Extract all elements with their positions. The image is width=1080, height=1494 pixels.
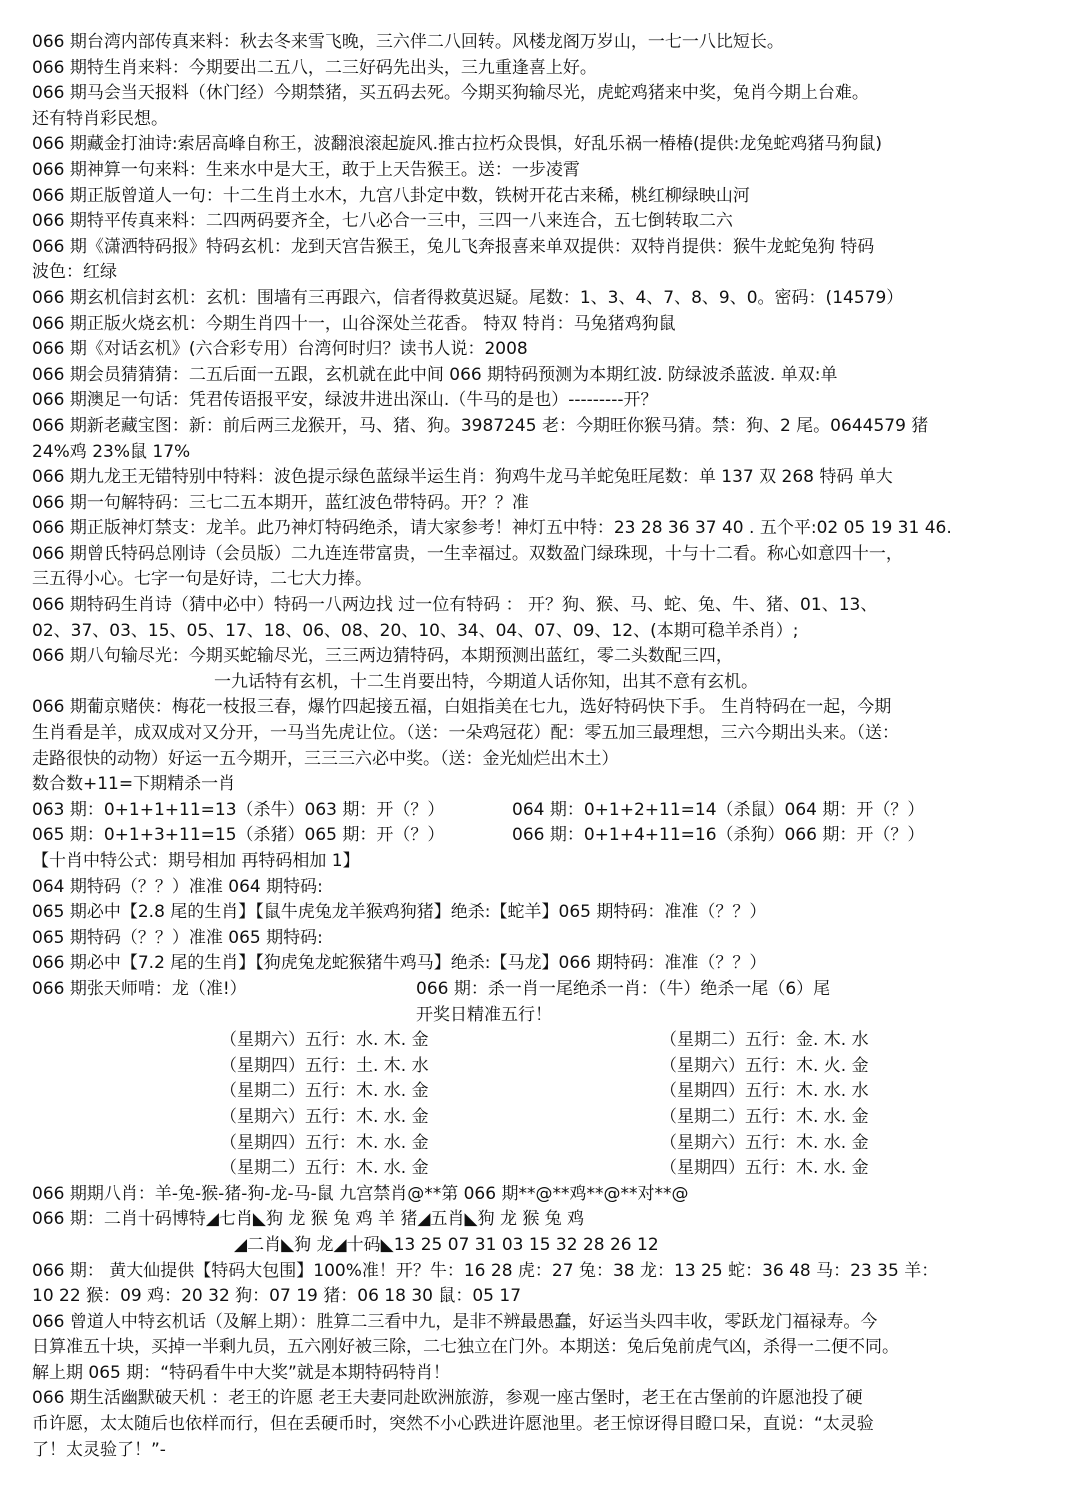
text-line-17: 24%鸡 23%鼠 17% [32,441,191,462]
wuxing-right: （星期六）五行：木. 水. 金 [660,1132,869,1153]
formula-row [32,798,1060,824]
zodiac-line-5: 066 期必中【7.2 尾的生肖】【狗虎兔龙蛇猴猪牛鸡马】绝杀:【马龙】066 期特码：准准（？？） [32,953,767,974]
closing-line-2: 10 22 猴：09 鸡：20 32 狗：07 19 猪：06 18 30 鼠：05 17 [32,1286,522,1307]
text-line-10: 波色：红绿 [32,262,117,283]
text-line-4: 还有特肖彩民想。 [32,108,168,129]
wuxing-left: （星期六）五行：木. 水. 金 [220,1106,429,1127]
wuxing-left: （星期六）五行：水. 木. 金 [220,1030,429,1051]
zodiac-line-1: 【十肖中特公式：期号相加 再特码相加 1】 [32,851,360,871]
wuxing-left: （星期四）五行：土. 木. 水 [220,1055,429,1076]
text-line-6: 066 期神算一句来料：生来水中是大王，敢于上天告猴王。送：一步凌霄 [32,159,580,180]
closing-lines [32,1259,1060,1464]
wuxing-table [32,1028,1060,1182]
intro-lines [32,30,1060,670]
wuxing-row [32,1156,1060,1182]
text-line-2: 066 期特生肖来料：今期要出二五八，二三好码先出头，三九重逢喜上好。 [32,57,597,78]
text-line-11: 066 期玄机信封玄机：玄机：围墙有三再跟六，信者得救莫迟疑。尾数：1、3、4、7、8、9、0。密码：(14579） [32,287,904,308]
formula-rows [32,798,1060,849]
indented-line: 一九话特有玄机，十二生肖要出特，今期道人话你知，出其不意有玄机。 [214,671,758,692]
text-line-1: 066 期台湾内部传真来料：秋去冬来雪飞晚，三六伴二八回转。风楼龙阁万岁山，一七一八比短长。 [32,32,784,52]
wuxing-right: （星期六）五行：木. 火. 金 [660,1055,869,1076]
text-line-25: 066 期八句输尽光：今期买蛇输尽光，三三两边猜特码，本期预测出蓝红，零二头数配三四， [32,646,733,667]
eight-line-2: 066 期：二肖十码博特◢七肖◣狗 龙 猴 兔 鸡 羊 猪◢五肖◣狗 龙 猴 兔 鸡 [32,1209,585,1230]
closing-line-6: 066 期生活幽默破天机 ：老王的许愿 老王夫妻同赴欧洲旅游，参观一座古堡时，老王在古堡前的许愿池投了硬 [32,1388,863,1409]
text-line-12: 066 期正版火烧玄机：今期生肖四十一，山谷深处兰花香。 特双 特肖：马兔猪鸡狗鼠 [32,313,676,334]
zhang-right: 066 期：杀一肖一尾绝杀一肖：（牛）绝杀一尾（6）尾 [416,978,831,999]
text-line-3: 066 期马会当天报料（休门经）今期禁猪，买五码去死。今期买狗输尽光，虎蛇鸡猪来中奖，兔肖今期上台难。 [32,83,869,104]
wuxing-left: （星期二）五行：木. 水. 金 [220,1081,429,1102]
closing-line-8: 了！太灵验了！”- [32,1439,166,1460]
zhang-line [32,977,1060,1003]
zodiac-line-4: 065 期特码（？？）准准 065 期特码: [32,927,323,948]
formula-left: 065 期：0+1+3+11=15（杀猪）065 期：开（？） [32,825,445,846]
text-line-19: 066 期一句解特码：三七二五本期开，蓝红波色带特码。开？？准 [32,492,529,513]
wuxing-row [32,1105,1060,1131]
text-line-23: 066 期特码生肖诗（猜中必中）特码一八两边找 过一位有特码 ： 开？狗、猴、马、蛇、兔、牛、猪、01、13、 [32,595,878,616]
text-line-24: 02、37、03、15、05、17、18、06、08、20、10、34、04、07、09、12、(本期可稳羊杀肖）; [32,620,799,641]
text-line-8: 066 期特平传真来料：二四两码要齐全，七八必合一三中，三四一八来连合，五七倒转取二六 [32,211,733,232]
formula-right: 066 期：0+1+4+11=16（杀狗）066 期：开（？） [512,825,925,846]
formula-right: 064 期：0+1+2+11=14（杀鼠）064 期：开（？） [512,799,925,820]
wuxing-row [32,1131,1060,1157]
text-line-20: 066 期正版神灯禁支：龙羊。此乃神灯特码绝杀，请大家参考！神灯五中特：23 28 36 37 40 . 五个平:02 05 19 31 46. [32,518,952,539]
pujing-line-4: 数合数+11=下期精杀一肖 [32,774,236,795]
text-line-14: 066 期会员猜猜猜：二五后面一五跟，玄机就在此中间 066 期特码预测为本期红波. 防绿波杀蓝波. 单双:单 [32,364,838,385]
wuxing-right: （星期二）五行：木. 水. 金 [660,1106,869,1127]
closing-line-5: 解上期 065 期：“特码看牛中大奖”就是本期特码特肖！ [32,1362,450,1383]
two-ten-line: ◢二肖◣狗 龙◢十码◣13 25 07 31 03 15 32 28 26 12 [234,1234,659,1255]
pujing-line-3: 走路很快的动物）好运一五今期开，三三三六必中奖。（送：金光灿烂出木土） [32,748,619,769]
wuxing-left: （星期四）五行：木. 水. 金 [220,1132,429,1153]
wuxing-row [32,1054,1060,1080]
text-line-21: 066 期曾氏特码总刚诗（会员版）二九连连带富贵，一生幸福过。双数盈门绿珠现，十与十二看。称心如意四十一， [32,543,903,564]
eight-line-1: 066 期期八肖：羊-兔-猴-猪-狗-龙-马-鼠 九宫禁肖@**第 066 期**@**鸡**@**对**@ [32,1183,689,1204]
pujing-lines [32,695,1060,797]
wuxing-title: 开奖日精准五行！ [416,1004,552,1025]
closing-line-4: 日算准五十块，买掉一半剩九员，五六刚好被三除，二七独立在门外。本期送：兔后兔前虎气凶，杀得一二便不同。 [32,1337,899,1358]
text-line-7: 066 期正版曾道人一句：十二生肖土水木，九宫八卦定中数，铁树开花古来稀，桃红柳绿映山河 [32,185,750,206]
wuxing-right: （星期二）五行：金. 木. 水 [660,1030,869,1051]
text-line-15: 066 期澳足一句话：凭君传语报平安，绿波井进出深山.（牛马的是也）---------开？ [32,390,658,411]
text-line-22: 三五得小心。七字一句是好诗，二七大力捧。 [32,569,372,590]
closing-line-1: 066 期： 黄大仙提供【特码大包围】100%准！开？牛：16 28 虎：27 兔：38 龙：13 25 蛇：36 48 马：23 35 羊： [32,1260,939,1281]
pujing-line-1: 066 期葡京赌侠：梅花一枝报三春，爆竹四起接五福，白姐指美在七九，选好特码快下手。 生肖特码在一起，今期 [32,697,892,718]
zodiac-line-2: 064 期特码（？？）准准 064 期特码: [32,876,323,897]
zodiac-line-3: 065 期必中【2.8 尾的生肖】【鼠牛虎兔龙羊猴鸡狗猪】绝杀:【蛇羊】065 期特码：准准（？？） [32,902,767,923]
closing-line-7: 币许愿，太太随后也依样而行，但在丢硬币时，突然不小心跌进许愿池里。老王惊讶得目瞪口呆，直说：“太灵验 [32,1414,874,1435]
zhang-left: 066 期张天师啃：龙（准!） [32,978,247,999]
text-line-13: 066 期《对话玄机》(六合彩专用）台湾何时归？读书人说：2008 [32,339,528,360]
text-line-16: 066 期新老藏宝图：新：前后两三龙猴开，马、猪、狗。3987245 老：今期旺你猴马猜。禁：狗、2 尾。0644579 猪 [32,415,929,436]
text-line-9: 066 期《潇洒特码报》特码玄机：龙到天宫告猴王，兔儿飞奔报喜来单双提供：双特肖提供：猴牛龙蛇兔狗 特码 [32,236,875,257]
formula-left: 063 期：0+1+1+11=13（杀牛）063 期：开（？） [32,799,445,820]
eight-zodiac-lines [32,1182,1060,1233]
closing-line-3: 066 曾道人中特玄机话（及解上期）：胜算二三看中九，是非不辨最愚蠢，好运当头四丰收，零跃龙门福禄寿。今 [32,1311,878,1332]
wuxing-left: （星期二）五行：木. 水. 金 [220,1158,429,1179]
wuxing-right: （星期四）五行：木. 水. 水 [660,1081,869,1102]
wuxing-row [32,1028,1060,1054]
wuxing-right: （星期四）五行：木. 水. 金 [660,1158,869,1179]
formula-row [32,823,1060,849]
pujing-line-2: 生肖看是羊，成双成对又分开，一马当先虎让位。（送：一朵鸡冠花）配：零五加三最理想，三六今期出头来。（送： [32,723,899,744]
wuxing-row [32,1079,1060,1105]
ten-zodiac-lines [32,849,1060,977]
text-line-18: 066 期九龙王无错特别中特料：波色提示绿色蓝绿半运生肖：狗鸡牛龙马羊蛇兔旺尾数：单 137 双 268 特码 单大 [32,467,893,488]
text-line-5: 066 期藏金打油诗:索居高峰自称王，波翻浪滚起旋风.推古拉朽众畏惧，好乱乐祸一椿椿(提供:龙兔蛇鸡猪马狗鼠) [32,134,882,155]
